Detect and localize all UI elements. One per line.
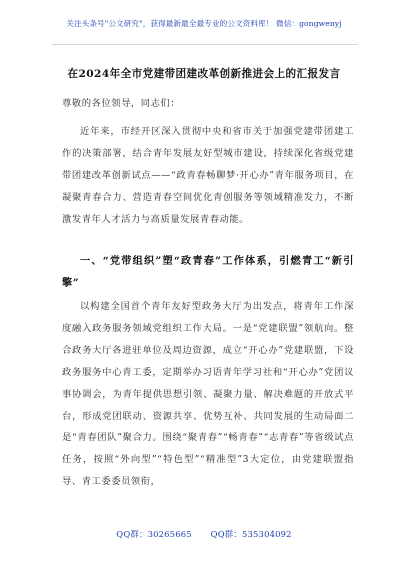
paragraph-intro: 近年来，市经开区深入贯彻中央和省市关于加强党建带团建工作的决策部署，结合青年发展友好型城市建设，持续深化省级党建带团建改革创新试点——“政青春畅聊梦·开心办”青年服务项目，在凝聚青春合力、营造青春空间优化青创服务等领域精准发力，不断激发青年人才活力与高质量发展青春动能。 — [62, 126, 354, 225]
footer-qq-1: QQ群：30265665 — [116, 529, 192, 539]
document-title: 在2024年全市党建带团建改革创新推进会上的汇报发言 — [67, 68, 341, 80]
salutation: 尊敬的各位领导，同志们： — [62, 98, 181, 109]
paragraph-section-1: 以构建全国首个青年友好型政务大厅为出发点，将青年工作深度融入政务服务领域党组织工作大局。一是“党建联盟”领航向。整合政务大厅各进驻单位及周边资源，成立“开心办”党建联盟，下设政务服务中心青工委，定期举办习语青年学习社和“开心办”党团议事协调会，为青年提供思想引领、凝聚力量、解决难题的开放式平台，形成党团联动、资源共享、优势互补、共同发展的生动局面二是“青春团队”聚合力。围绕“聚青春”“畅青春”“志青春”等省级试点任务，按照“外向型”“特色型”“精准型”3大定位，由党建联盟指导、青工委委员领衔， — [62, 301, 354, 488]
header-banner: 关注头条号"公文研究"，获得最新最全最专业的公文资料库！ 微信：gongwenyj — [66, 19, 342, 28]
section-heading-1: 一、“党带组织”塑“政青春”工作体系，引燃青工“新引擎” — [62, 255, 354, 289]
header-divider — [52, 44, 358, 45]
footer-qq-2: QQ群：535304092 — [210, 529, 292, 539]
footer-qq-groups — [0, 528, 408, 540]
